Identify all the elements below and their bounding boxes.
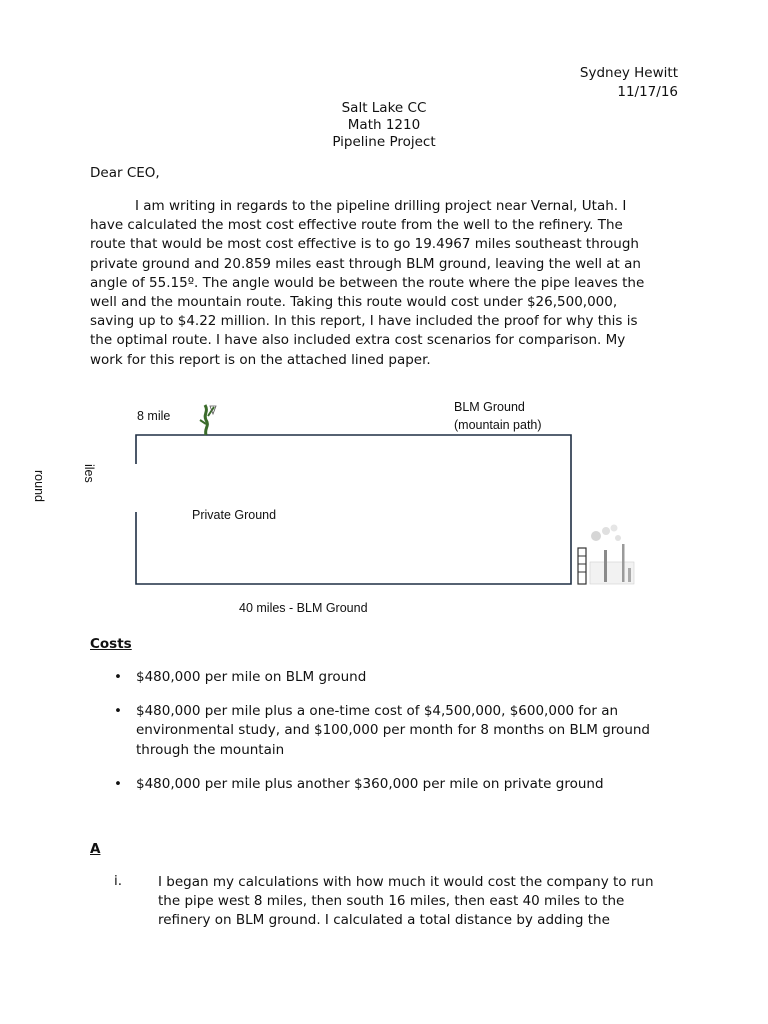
cost-line: • $480,000 per mile plus another $360,000 per mile on private ground	[136, 775, 604, 792]
course-name: Math 1210	[347, 117, 421, 133]
pipeline-diagram	[0, 390, 768, 620]
diagram-top-right-label	[454, 398, 542, 434]
section-a-paragraph	[158, 873, 718, 931]
cost-line: • $480,000 per mile plus a one-time cost of $4,500,000, $600,000 for an	[136, 703, 619, 720]
intro-line: have calculated the most cost effective route from the well to the refinery. The	[90, 217, 623, 234]
intro-line: work for this report is on the attached lined paper.	[90, 351, 431, 368]
list-item	[90, 668, 710, 687]
refinery-icon	[578, 525, 634, 585]
document-date: 11/17/16	[617, 84, 678, 100]
intro-line: private ground and 20.859 miles east through BLM ground, leaving the well at an	[90, 255, 641, 272]
author-name: Sydney Hewitt	[579, 65, 678, 81]
section-a-line: the pipe west 8 miles, then south 16 miles, then east 40 miles to the	[158, 893, 625, 910]
list-item	[90, 775, 710, 794]
list-item	[90, 702, 710, 760]
costs-list	[90, 668, 710, 794]
intro-line: route that would be most cost effective is to go 19.4967 miles southeast through	[90, 236, 639, 253]
cost-line: • $480,000 per mile on BLM ground	[136, 669, 367, 685]
section-a-line: refinery on BLM ground. I calculated a total distance by adding the	[158, 912, 610, 929]
header-block	[580, 64, 678, 102]
school-name: Salt Lake CC	[341, 100, 427, 116]
salutation: Dear CEO,	[90, 165, 160, 181]
diagram-top-left-label: 8 mile	[137, 409, 171, 423]
intro-line: saving up to $4.22 million. In this report, I have included the proof for why this is	[90, 313, 638, 330]
costs-heading: Costs	[90, 636, 132, 652]
diagram-canvas	[0, 390, 768, 620]
diagram-left-outer-label: round	[32, 470, 46, 502]
section-a-marker: i.	[114, 873, 123, 889]
diagram-left-inner-label: iles	[82, 464, 96, 483]
section-a-line: I began my calculations with how much it would cost the company to run	[158, 874, 654, 890]
mountain-label-line1: BLM Ground	[454, 400, 525, 414]
intro-line: the optimal route. I have also included extra cost scenarios for comparison. My	[90, 332, 626, 349]
intro-paragraph	[90, 197, 690, 370]
diagram-center-label: Private Ground	[192, 508, 277, 522]
well-plant-icon	[200, 405, 216, 435]
mountain-label-line2: (mountain path)	[454, 418, 542, 432]
cost-line: through the mountain	[136, 741, 285, 758]
intro-line: I am writing in regards to the pipeline drilling project near Vernal, Utah. I	[135, 198, 627, 214]
diagram-bottom-label: 40 miles - BLM Ground	[239, 601, 368, 615]
cost-line: environmental study, and $100,000 per month for 8 months on BLM ground	[136, 722, 651, 739]
project-name: Pipeline Project	[332, 134, 436, 150]
intro-line: angle of 55.15º. The angle would be between the route where the pipe leaves the	[90, 274, 645, 291]
title-block	[234, 100, 534, 151]
section-a-heading: A	[90, 841, 101, 857]
intro-line: well and the mountain route. Taking this route would cost under $26,500,000,	[90, 294, 618, 311]
